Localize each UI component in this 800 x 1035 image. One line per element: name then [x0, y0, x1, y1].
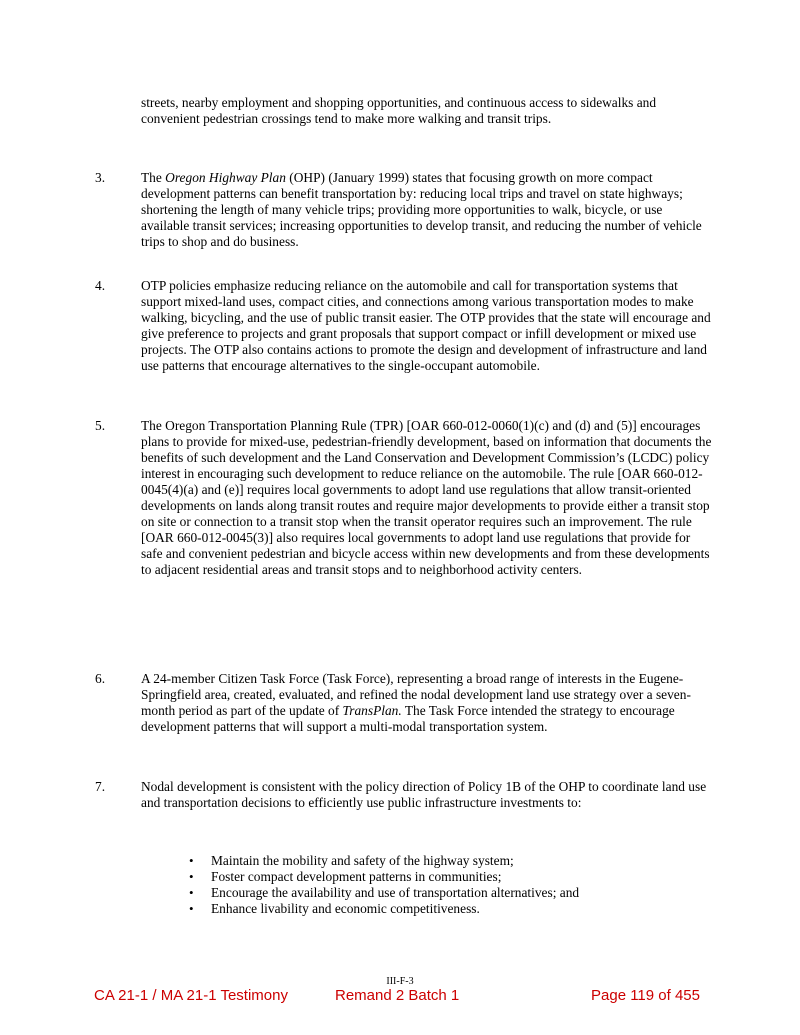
bullet-icon: • — [189, 853, 194, 868]
item-number-3: 3. — [95, 170, 106, 185]
item-6-title: TransPlan. — [342, 703, 402, 718]
bullet-item: • Encourage the availability and use of transportation alternatives; and — [189, 885, 580, 900]
item-3-title: Oregon Highway Plan — [165, 170, 286, 185]
item-6-post: The Task Force intended the strategy to encourage development patterns that will support a multi-modal transportation system. — [141, 703, 675, 734]
item-paragraph-4: OTP policies emphasize reducing reliance on the automobile and call for transportation systems that support mixed-land uses, compact cities, and connections among various transportation modes to make walking, bicycling, and the use of public transit easier. The OTP provides that the state will encourage and give preference to projects and grant proposals that support compact or infill development or mixed use projects. The OTP also contains actions to promote the design and development of infrastructure and land use patterns that encourage alternatives to the single-occupant automobile. — [141, 278, 711, 373]
bullet-icon: • — [189, 885, 194, 900]
item-3-post: (OHP) (January 1999) states that focusing growth on more compact development patterns can benefit transportation by: reducing local trips and travel on state highways; shortening the length of many vehicle trips; providing more opportunities to walk, bicycle, or use available transit services; increasing opportunities to develop transit, and reducing the number of vehicle trips to shop and do business. — [141, 170, 702, 249]
item-paragraph-5: The Oregon Transportation Planning Rule (TPR) [OAR 660-012-0060(1)(c) and (d) and (5)] encourages plans to provide for mixed-use, pedestrian-friendly development, based on information that documents the benefits of such development and the Land Conservation and Development Commission’s (LCDC) policy interest in encouraging such development to reduce reliance on the automobile. The rule [OAR 660-012-0045(4)(a) and (e)] requires local governments to adopt land use regulations that allow transit-oriented developments on lands along transit routes and require major developments to provide either a transit stop on site or connection to a transit stop when the transit operator requires such an improvement. The rule [OAR 660-012-0045(3)] also requires local governments to adopt land use regulations that provide for safe and convenient pedestrian and bicycle access within new developments and from these developments to adjacent residential areas and transit stops and to neighborhood activity centers. — [141, 418, 712, 577]
bullet-item: • Foster compact development patterns in communities; — [189, 869, 502, 884]
item-number-4: 4. — [95, 278, 106, 293]
bullet-item: • Enhance livability and economic competitiveness. — [189, 901, 480, 916]
bullet-item: • Maintain the mobility and safety of the highway system; — [189, 853, 514, 868]
item-paragraph-3 — [141, 170, 713, 250]
footer-case-label: CA 21-1 / MA 21-1 Testimony — [94, 987, 288, 1004]
bullet-icon: • — [189, 869, 194, 884]
item-paragraph-6 — [141, 671, 713, 735]
footer-page-count: Page 119 of 455 — [591, 987, 700, 1004]
item-number-6: 6. — [95, 671, 106, 686]
footer-batch-label: Remand 2 Batch 1 — [335, 987, 460, 1004]
item-number-5: 5. — [95, 418, 106, 433]
item-6-pre: A 24-member Citizen Task Force (Task Force), representing a broad range of interests in the Eugene-Springfield area, created, evaluated, and refined the nodal development land use strategy over a seven-month period as part of the update of — [141, 671, 691, 718]
bullet-list — [187, 853, 707, 917]
continuation-paragraph: streets, nearby employment and shopping opportunities, and continuous access to sidewalks and convenient pedestrian crossings tend to make more walking and transit trips. — [141, 95, 657, 126]
item-paragraph-7: Nodal development is consistent with the policy direction of Policy 1B of the OHP to coordinate land use and transportation decisions to efficiently use public infrastructure investments to: — [141, 779, 707, 810]
item-number-7: 7. — [95, 779, 106, 794]
item-3-pre: The — [141, 170, 166, 185]
bullet-icon: • — [189, 901, 194, 916]
page-number: III-F-3 — [386, 976, 414, 987]
